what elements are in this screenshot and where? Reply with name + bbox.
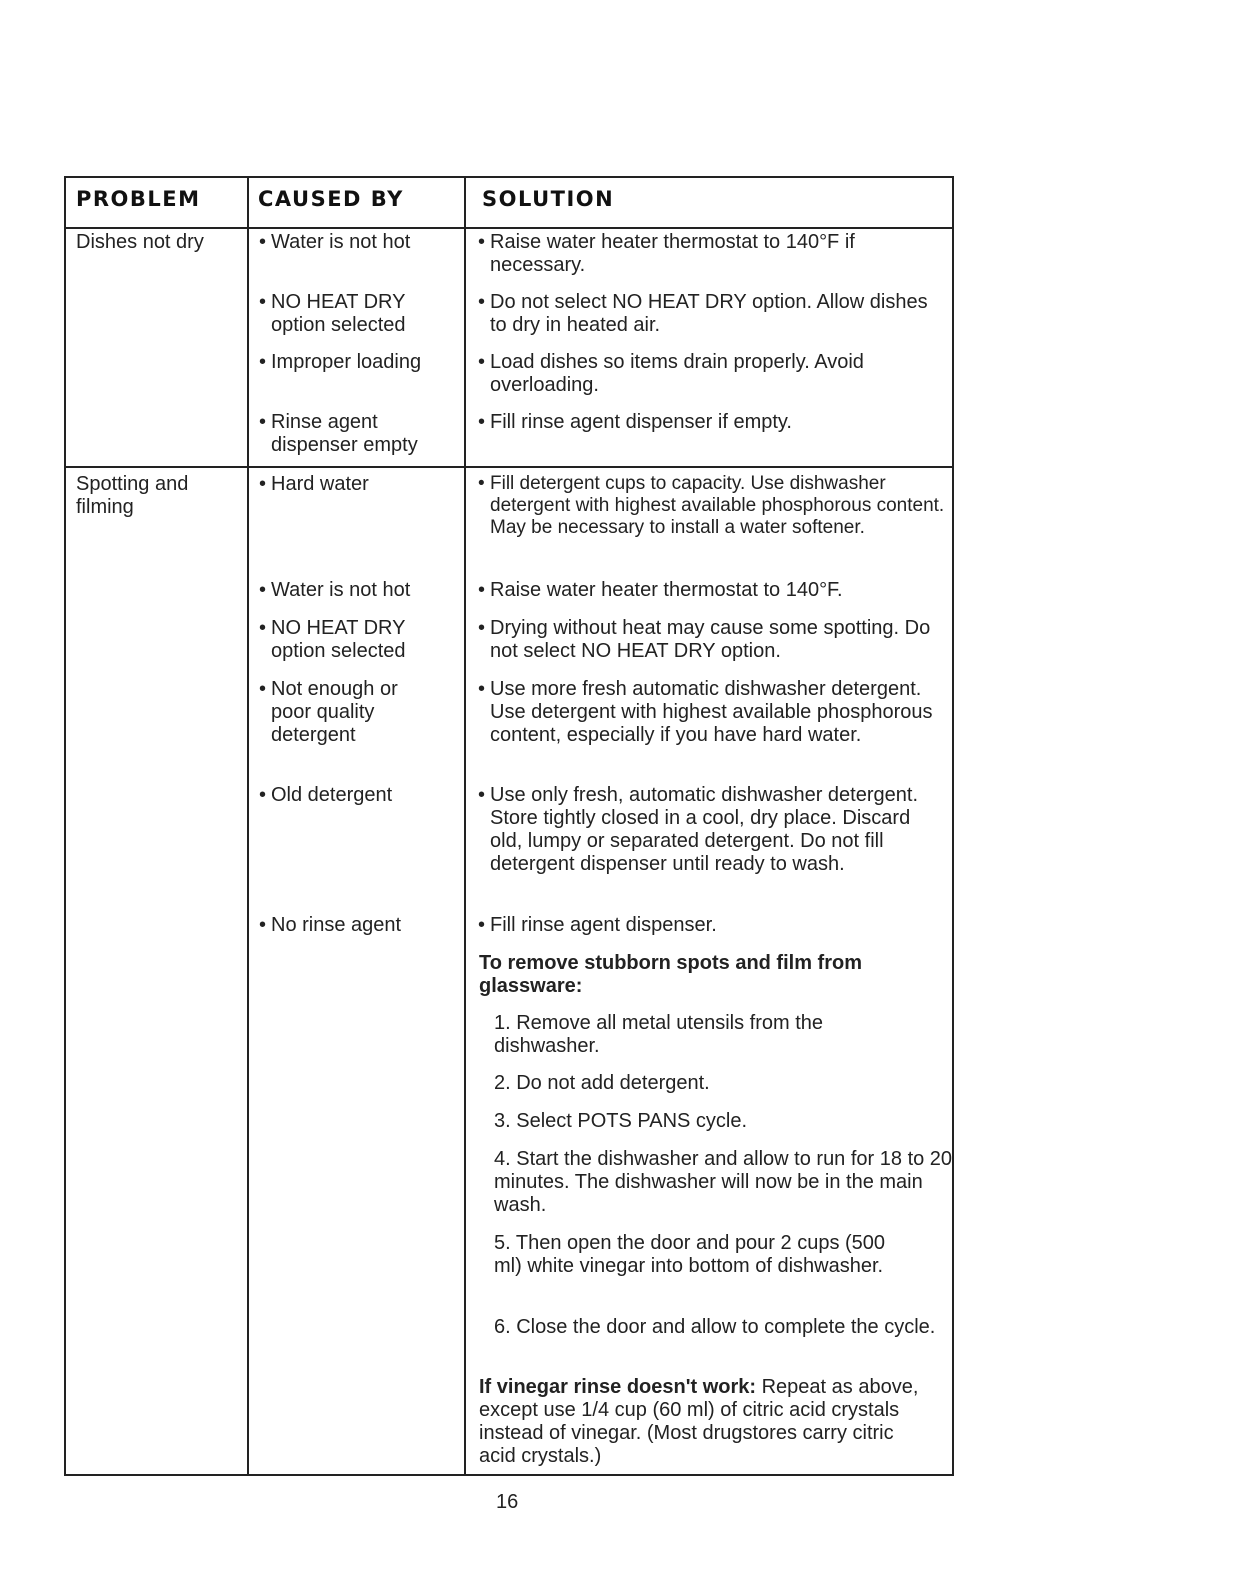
solution-cell: • Drying without heat may cause some spotting. Do not select NO HEAT DRY option.: [490, 617, 950, 663]
cause-cell: • Water is not hot: [271, 231, 456, 254]
vinegar-note-text: Repeat as above, except use 1/4 cup (60 ml) of citric acid crystals instead of vinegar. (Most drugstores carry citric acid crystals.): [479, 1376, 919, 1467]
header-problem: PROBLEM: [76, 187, 201, 211]
header-divider: [66, 227, 952, 229]
header-solution: SOLUTION: [482, 187, 615, 211]
page-number: 16: [496, 1491, 519, 1513]
solution-cell: • Fill rinse agent dispenser if empty.: [490, 411, 935, 434]
header-caused-by: CAUSED BY: [258, 187, 404, 211]
step-item: 4. Start the dishwasher and allow to run for 18 to 20 minutes. The dishwasher will now be in the main wash.: [494, 1148, 953, 1216]
solution-cell: • Raise water heater thermostat to 140°F.: [490, 579, 935, 602]
step-item: 2. Do not add detergent.: [494, 1072, 710, 1094]
cause-cell: • No rinse agent: [271, 914, 456, 937]
step-item: 6. Close the door and allow to complete the cycle.: [494, 1316, 936, 1338]
column-divider: [247, 178, 249, 1474]
cause-cell: • Hard water: [271, 473, 456, 496]
cause-cell: • NO HEAT DRY option selected: [271, 617, 456, 663]
cause-cell: • Improper loading: [271, 351, 456, 374]
solution-cell: • Fill detergent cups to capacity. Use dishwasher detergent with highest available phosphorous content. May be necessary to install a water softener.: [490, 473, 950, 539]
problem-cell: Dishes not dry: [76, 231, 204, 253]
solution-cell: • Load dishes so items drain properly. Avoid overloading.: [490, 351, 935, 397]
cause-cell: • Not enough or poor quality detergent: [271, 678, 436, 747]
vinegar-note-lead: If vinegar rinse doesn't work:: [479, 1376, 757, 1398]
cause-cell: • Rinse agent dispenser empty: [271, 411, 456, 457]
solution-cell: • Use more fresh automatic dishwasher detergent. Use detergent with highest available phosphorous content, especially if you have hard water.: [490, 678, 935, 747]
row-divider: [66, 466, 952, 468]
problem-cell: Spotting and filming: [76, 473, 189, 518]
solution-cell: • Fill rinse agent dispenser.: [490, 914, 935, 937]
vinegar-note: [479, 1376, 929, 1468]
solution-cell: • Raise water heater thermostat to 140°F if necessary.: [490, 231, 935, 277]
column-divider: [464, 178, 466, 1474]
solution-cell: • Do not select NO HEAT DRY option. Allow dishes to dry in heated air.: [490, 291, 935, 337]
troubleshooting-table: [64, 176, 954, 1476]
cause-cell: • Water is not hot: [271, 579, 456, 602]
solution-cell: • Use only fresh, automatic dishwasher detergent. Store tightly closed in a cool, dry place. Discard old, lumpy or separated detergent. Do not fill detergent dispenser until ready to wash.: [490, 784, 935, 876]
step-item: 1. Remove all metal utensils from the dishwasher.: [494, 1012, 824, 1057]
cause-cell: • Old detergent: [271, 784, 456, 807]
stubborn-heading: To remove stubborn spots and film from glassware:: [479, 952, 862, 997]
cause-cell: • NO HEAT DRY option selected: [271, 291, 456, 337]
step-item: 5. Then open the door and pour 2 cups (500 ml) white vinegar into bottom of dishwasher.: [494, 1232, 886, 1277]
step-item: 3. Select POTS PANS cycle.: [494, 1110, 748, 1132]
